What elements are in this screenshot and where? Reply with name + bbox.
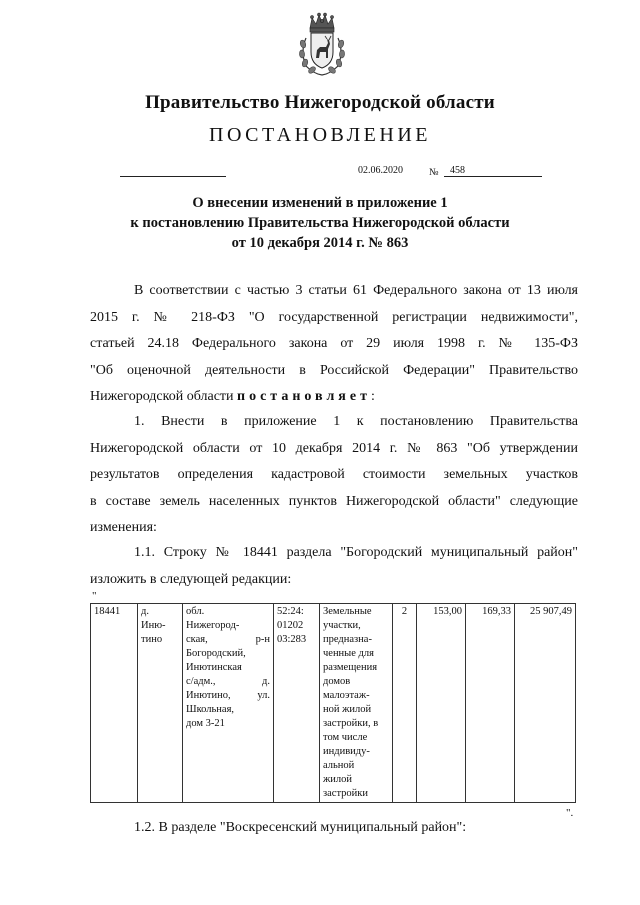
- cadastral-value-cell: 25 907,49: [515, 604, 576, 803]
- paragraph-line: изменения:: [90, 520, 157, 536]
- row-number-cell: 18441: [91, 604, 138, 803]
- specific-value-cell: 169,33: [466, 604, 515, 803]
- item-1-1-paragraph: [90, 540, 578, 593]
- heading-line: к постановлению Правительства Нижегородской области: [130, 215, 510, 231]
- cell-line: жилой: [323, 774, 352, 785]
- number-sign: №: [429, 167, 439, 178]
- coat-of-arms-emblem: [296, 12, 348, 78]
- cell-line: 01202: [277, 620, 304, 631]
- closing-quote: ".: [566, 807, 574, 819]
- paragraph-line: в составе земель населенных пунктов Нижегородской области" следующие: [90, 493, 578, 509]
- cell-line: малоэтаж-: [323, 690, 370, 701]
- cell-word: ская,: [186, 634, 208, 645]
- paragraph-text: :: [370, 389, 375, 405]
- cell-line: застройки: [323, 788, 369, 799]
- cell-line: [186, 675, 270, 689]
- paragraph-line: статьей 24.18 Федерального закона от 29 июля 1998 г. № 135-ФЗ: [90, 336, 578, 352]
- cell-word: д.: [262, 676, 270, 687]
- cell-line: застройки, в: [323, 718, 379, 729]
- land-plot-table: [90, 603, 576, 803]
- item-1-2-paragraph: 1.2. В разделе "Воскресенский муниципальный район":: [134, 820, 467, 835]
- paragraph-line: Нижегородской области от 10 декабря 2014 г. № 863 "Об утверждении: [90, 440, 578, 456]
- cell-line: том числе: [323, 732, 368, 743]
- group-cell: 2: [393, 604, 417, 803]
- opening-quote: ": [92, 590, 97, 602]
- cell-line: 03:283: [277, 634, 307, 645]
- cell-line: участки,: [323, 620, 361, 631]
- paragraph-line: результатов определения кадастровой стоимости земельных участков: [90, 467, 578, 483]
- paragraph-line: 1. Внести в приложение 1 к постановлению Правительства: [134, 414, 578, 429]
- heading-line: от 10 декабря 2014 г. № 863: [231, 235, 409, 251]
- item-1-paragraph: [90, 409, 578, 542]
- cell-line: Иню-: [141, 620, 166, 631]
- locality-cell: [138, 604, 183, 803]
- cell-word: с/адм.,: [186, 676, 216, 687]
- number-underline: [444, 176, 542, 177]
- cell-line: 52:24:: [277, 606, 304, 617]
- cell-line: обл.: [186, 606, 205, 617]
- preamble-paragraph: [90, 278, 578, 411]
- cell-line: ной жилой: [323, 704, 372, 715]
- paragraph-line: 1.1. Строку № 18441 раздела "Богородский муниципальный район": [134, 545, 578, 560]
- resolves-word: постановляет: [237, 389, 371, 405]
- document-type: ПОСТАНОВЛЕНИЕ: [209, 124, 431, 146]
- paragraph-line: "Об оценочной деятельности в Российской Федерации" Правительство: [90, 362, 578, 378]
- paragraph-line: В соответствии с частью 3 статьи 61 Федерального закона от 13 июля: [134, 283, 578, 298]
- cell-line: Нижегород-: [186, 620, 240, 631]
- cell-line: размещения: [323, 662, 378, 673]
- area-cell: 153,00: [417, 604, 466, 803]
- government-name: Правительство Нижегородской области: [145, 92, 495, 113]
- cell-line: дом 3-21: [186, 718, 225, 729]
- document-heading: [0, 193, 640, 253]
- cell-line: Земельные: [323, 606, 372, 617]
- heading-line: О внесении изменений в приложение 1: [192, 195, 448, 211]
- paragraph-text: Нижегородской области: [90, 389, 238, 405]
- land-use-cell: [320, 604, 393, 803]
- cadastral-number-cell: [274, 604, 320, 803]
- paragraph-line: изложить в следующей редакции:: [90, 571, 292, 587]
- table-row: [91, 604, 576, 803]
- address-cell: [183, 604, 274, 803]
- cell-word: ул.: [257, 690, 270, 701]
- cell-line: ченные для: [323, 648, 374, 659]
- cell-line: индивиду-: [323, 746, 370, 757]
- cell-line: Инютинская: [186, 662, 242, 673]
- paragraph-line: [90, 384, 578, 411]
- date-blank-line: [120, 176, 226, 177]
- document-date: 02.06.2020: [358, 165, 403, 176]
- cell-word: р-н: [255, 634, 270, 645]
- cell-line: [186, 633, 270, 647]
- cell-line: [186, 689, 270, 703]
- cell-line: домов: [323, 676, 351, 687]
- paragraph-line: 2015 г. № 218-ФЗ "О государственной регистрации недвижимости",: [90, 309, 578, 325]
- cell-line: д.: [141, 606, 149, 617]
- cell-line: альной: [323, 760, 355, 771]
- cell-line: Школьная,: [186, 704, 235, 715]
- cell-line: Богородский,: [186, 648, 246, 659]
- cell-line: тино: [141, 634, 163, 645]
- document-number: 458: [450, 165, 465, 176]
- cell-line: предназна-: [323, 634, 372, 645]
- cell-word: Инютино,: [186, 690, 231, 701]
